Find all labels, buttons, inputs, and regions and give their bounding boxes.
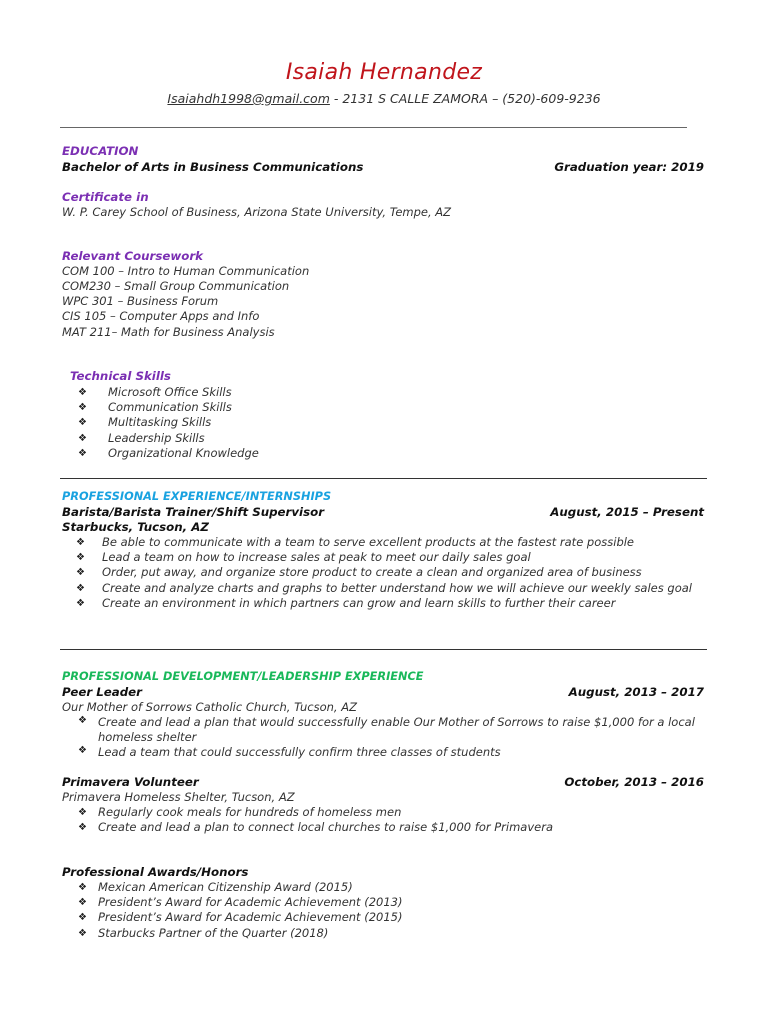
- header-divider: [60, 127, 687, 128]
- diamond-bullet-icon: ❖: [78, 927, 87, 939]
- experience-bullets: [76, 535, 692, 611]
- list-item: ❖ Be able to communicate with a team to serve excellent products at the fastest rate possible: [76, 535, 635, 549]
- role-dates: October, 2013 – 2016: [564, 775, 704, 789]
- technical-skills-heading: Technical Skills: [70, 369, 171, 383]
- list-item-text: Lead a team that could successfully confirm three classes of students: [98, 745, 501, 759]
- applicant-name: Isaiah Hernandez: [285, 60, 483, 85]
- diamond-bullet-icon: ❖: [78, 417, 87, 429]
- experience-heading: PROFESSIONAL EXPERIENCE/INTERNSHIPS: [62, 490, 332, 503]
- awards-heading: Professional Awards/Honors: [62, 865, 249, 879]
- section-divider: [60, 649, 707, 650]
- list-item: ❖ Lead a team on how to increase sales at peak to meet our daily sales goal: [76, 550, 531, 565]
- role-dates: August, 2013 – 2017: [568, 685, 704, 699]
- list-item: ❖ Create and analyze charts and graphs to better understand how we will achieve our weekly sales goal: [76, 580, 692, 595]
- email-link[interactable]: Isaiahdh1998@gmail.com: [167, 91, 330, 106]
- role-organization: Primavera Homeless Shelter, Tucson, AZ: [62, 790, 295, 804]
- list-item: ❖ Create and lead a plan to connect local churches to raise $1,000 for Primavera: [78, 820, 554, 835]
- certificate-heading: Certificate in: [62, 190, 149, 204]
- list-item-text: homeless shelter: [98, 730, 197, 744]
- list-item-text: Create and lead a plan that would successfully enable Our Mother of Sorrows to raise $1,000 for a local: [98, 715, 695, 729]
- diamond-bullet-icon: ❖: [76, 597, 85, 609]
- contact-line: [0, 91, 768, 106]
- diamond-bullet-icon: ❖: [78, 807, 87, 818]
- list-item: ❖ Mexican American Citizenship Award (2015): [78, 880, 353, 894]
- list-item: ❖ Regularly cook meals for hundreds of homeless men: [78, 805, 402, 819]
- list-item: ❖ President’s Award for Academic Achievement (2013): [78, 895, 403, 910]
- course-item: CIS 105 – Computer Apps and Info: [62, 309, 260, 323]
- degree-title: Bachelor of Arts in Business Communications: [62, 160, 364, 174]
- list-item: ❖ Leadership Skills: [78, 430, 205, 445]
- diamond-bullet-icon: ❖: [76, 552, 85, 564]
- graduation-year: Graduation year: 2019: [554, 160, 704, 174]
- job-dates: August, 2015 – Present: [550, 505, 704, 519]
- course-item: COM230 – Small Group Communication: [62, 279, 290, 293]
- development-heading: PROFESSIONAL DEVELOPMENT/LEADERSHIP EXPERIENCE: [62, 670, 424, 683]
- course-item: WPC 301 – Business Forum: [62, 294, 219, 308]
- job-title: Barista/Barista Trainer/Shift Supervisor: [62, 505, 325, 519]
- list-item: ❖ Microsoft Office Skills: [78, 385, 232, 399]
- course-item: MAT 211– Math for Business Analysis: [62, 325, 275, 339]
- role-organization: Our Mother of Sorrows Catholic Church, Tucson, AZ: [62, 700, 357, 714]
- contact-address-phone: - 2131 S CALLE ZAMORA – (520)-609-9236: [329, 91, 601, 106]
- diamond-bullet-icon: ❖: [78, 822, 87, 834]
- list-item: ❖ Communication Skills: [78, 400, 232, 415]
- education-heading: EDUCATION: [62, 144, 139, 158]
- diamond-bullet-icon: ❖: [78, 882, 87, 893]
- coursework-heading: Relevant Coursework: [62, 249, 204, 263]
- diamond-bullet-icon: ❖: [78, 402, 87, 414]
- list-item: ❖ Multitasking Skills: [78, 415, 212, 430]
- diamond-bullet-icon: ❖: [76, 537, 85, 548]
- section-divider: [60, 478, 707, 479]
- volunteer-bullets: [78, 805, 553, 835]
- diamond-bullet-icon: ❖: [76, 567, 85, 579]
- diamond-bullet-icon: ❖: [76, 582, 85, 594]
- list-item: ❖ Create an environment in which partners can grow and learn skills to further their career: [76, 595, 616, 610]
- diamond-bullet-icon: ❖: [78, 912, 87, 924]
- list-item: ❖ Starbucks Partner of the Quarter (2018): [78, 925, 329, 940]
- diamond-bullet-icon: ❖: [78, 745, 87, 756]
- role-title: Peer Leader: [62, 685, 142, 699]
- diamond-bullet-icon: ❖: [78, 447, 87, 459]
- list-item: ❖ Order, put away, and organize store product to create a clean and organized area of business: [76, 565, 642, 580]
- employer-name: Starbucks, Tucson, AZ: [62, 520, 209, 534]
- awards-list: [78, 880, 402, 941]
- diamond-bullet-icon: ❖: [78, 432, 87, 444]
- list-item: ❖ President’s Award for Academic Achievement (2015): [78, 910, 403, 925]
- diamond-bullet-icon: ❖: [78, 387, 87, 398]
- diamond-bullet-icon: ❖: [78, 715, 87, 726]
- school-name: W. P. Carey School of Business, Arizona State University, Tempe, AZ: [62, 205, 452, 219]
- role-title: Primavera Volunteer: [62, 775, 199, 789]
- skills-list: [78, 385, 259, 461]
- course-item: COM 100 – Intro to Human Communication: [62, 264, 310, 278]
- list-item: ❖ Organizational Knowledge: [78, 445, 259, 460]
- diamond-bullet-icon: ❖: [78, 897, 87, 909]
